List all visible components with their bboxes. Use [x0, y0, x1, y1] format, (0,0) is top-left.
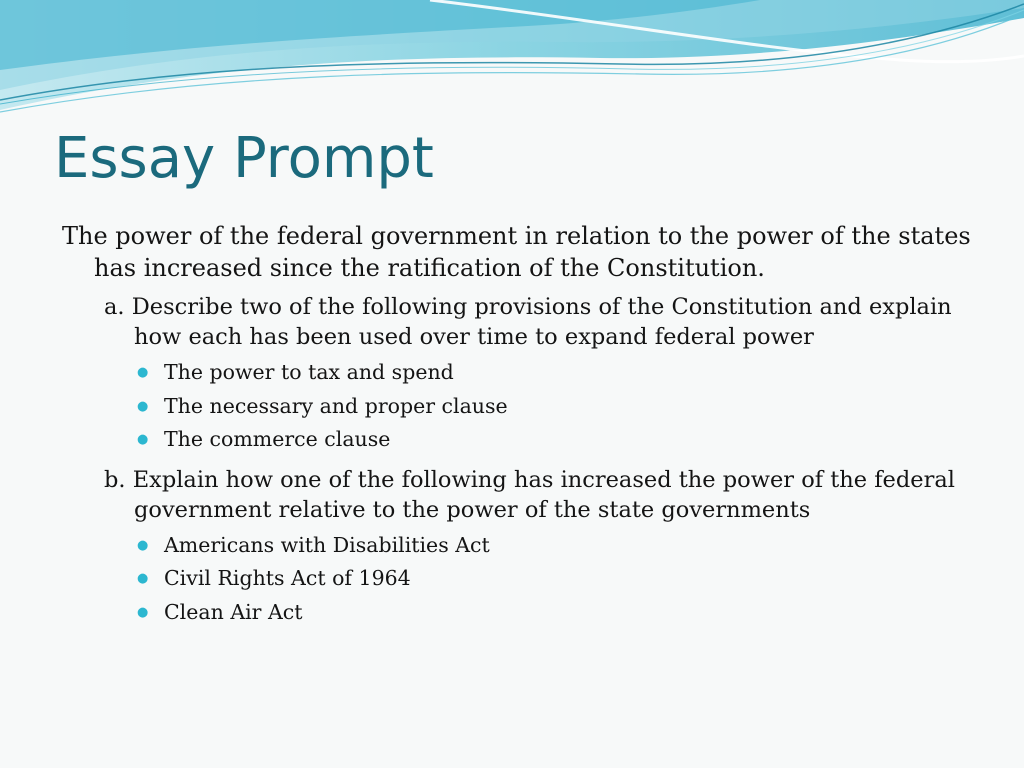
bullet-text: The necessary and proper clause: [164, 393, 508, 418]
slide-title: Essay Prompt: [54, 126, 434, 191]
slide-body: [0, 220, 1024, 629]
bullet-dot-icon: ●: [137, 365, 149, 380]
section-b-text: b. Explain how one of the following has increased the power of the federal government relative to the power of the state governments: [104, 466, 955, 523]
bullet-text: Clean Air Act: [164, 599, 303, 624]
section-a-bullet-list: [0, 356, 1024, 457]
bullet-dot-icon: ●: [137, 571, 149, 586]
section-b-bullet-list: [0, 529, 1024, 630]
bullet-text: The commerce clause: [164, 427, 391, 451]
bullet-item: [137, 529, 1024, 563]
bullet-dot-icon: ●: [137, 432, 149, 447]
bullet-text: Americans with Disabilities Act: [164, 532, 490, 557]
bullet-dot-icon: ●: [137, 398, 149, 414]
bullet-item: [137, 423, 1024, 457]
bullet-dot-icon: ●: [137, 537, 149, 553]
header-wave-decoration: [0, 0, 1024, 130]
bullet-item: [137, 356, 1024, 390]
bullet-text: The power to tax and spend: [164, 360, 454, 384]
bullet-item: [137, 596, 1024, 630]
section-a-text: a. Describe two of the following provisions of the Constitution and explain how each has been used over time to expand federal power: [104, 294, 952, 350]
bullet-item: [137, 390, 1024, 424]
bullet-text: Civil Rights Act of 1964: [164, 566, 411, 590]
intro-paragraph: The power of the federal government in relation to the power of the states has increased since the ratification of the Constitution.: [62, 222, 971, 282]
bullet-item: [137, 562, 1024, 596]
bullet-dot-icon: ●: [137, 604, 149, 620]
